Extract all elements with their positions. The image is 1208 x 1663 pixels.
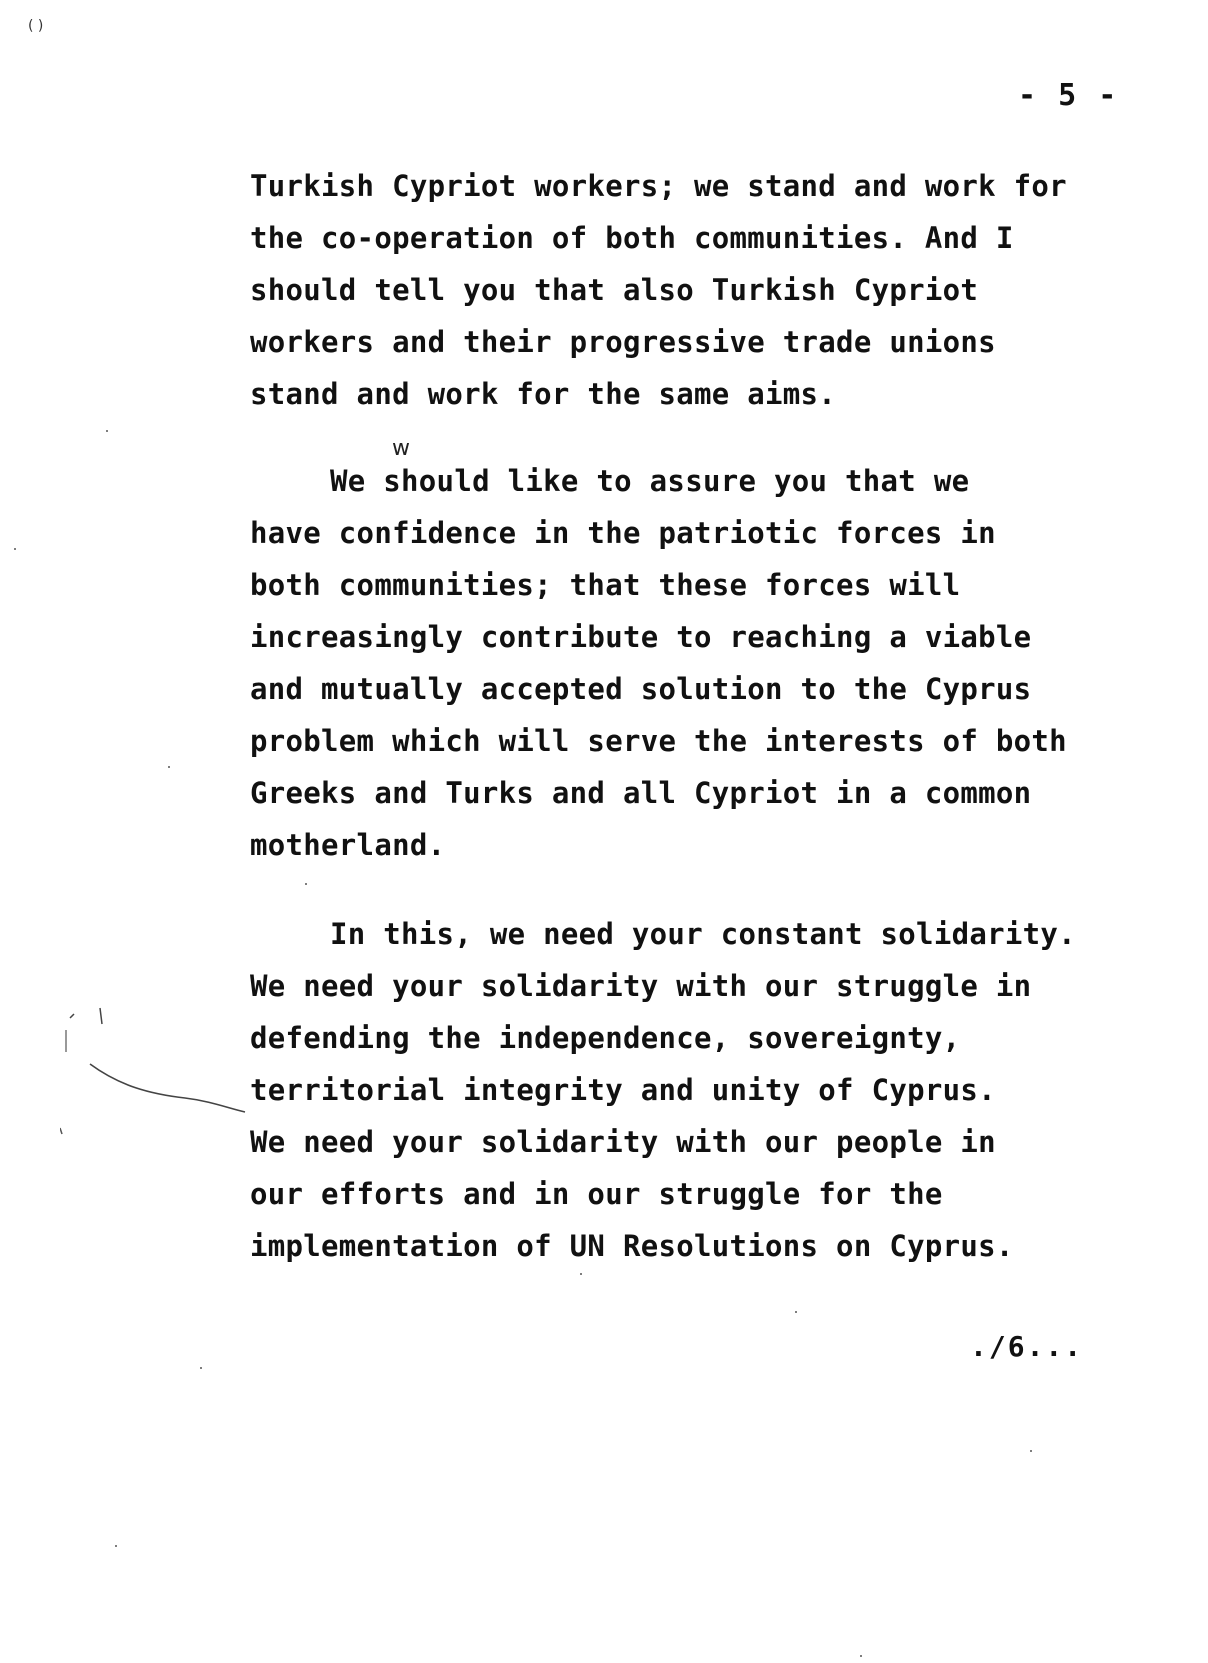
scan-speck [580,1273,582,1275]
text-line: We need your solidarity with our people in [250,1125,996,1159]
scan-speck [14,548,16,550]
corner-mark: ( ) [28,18,44,34]
text-line: increasingly contribute to reaching a viable [250,620,1032,654]
text-line: We need your solidarity with our struggle in [250,969,1032,1003]
paragraph-1 [250,160,1180,420]
handwritten-correction: w [392,436,410,461]
text-line: the co-operation of both communities. And I [250,221,1014,255]
text-line: Greeks and Turks and all Cypriot in a common [250,776,1032,810]
scan-speck [200,1367,202,1369]
text-line: workers and their progressive trade unions [250,325,996,359]
scan-speck [106,430,108,432]
paragraph-2 [250,455,1180,871]
text-line: and mutually accepted solution to the Cyprus [250,672,1032,706]
scan-speck [305,883,307,885]
text-line: implementation of UN Resolutions on Cyprus. [250,1229,1014,1263]
text-line: stand and work for the same aims. [250,377,837,411]
text-line: problem which will serve the interests of both [250,724,1067,758]
text-line: both communities; that these forces will [250,568,961,602]
page-number: - 5 - [1018,78,1119,113]
text-line: We should like to assure you that we [330,464,970,498]
margin-pen-stroke [60,1000,250,1140]
continuation-marker: ./6... [970,1330,1084,1363]
text-line: defending the independence, sovereignty, [250,1021,961,1055]
text-line: territorial integrity and unity of Cyprus. [250,1073,996,1107]
text-line: have confidence in the patriotic forces in [250,516,996,550]
scan-speck [115,1545,117,1547]
text-line: our efforts and in our struggle for the [250,1177,943,1211]
scan-speck [1030,1450,1032,1452]
text-line: should tell you that also Turkish Cypriot [250,273,979,307]
paragraph-3 [250,908,1180,1272]
scan-speck [795,1311,797,1313]
text-line: In this, we need your constant solidarity. [330,917,1076,951]
scan-speck [168,766,170,768]
text-line: motherland. [250,828,446,862]
scan-speck [860,1655,862,1657]
text-line: Turkish Cypriot workers; we stand and work for [250,169,1067,203]
